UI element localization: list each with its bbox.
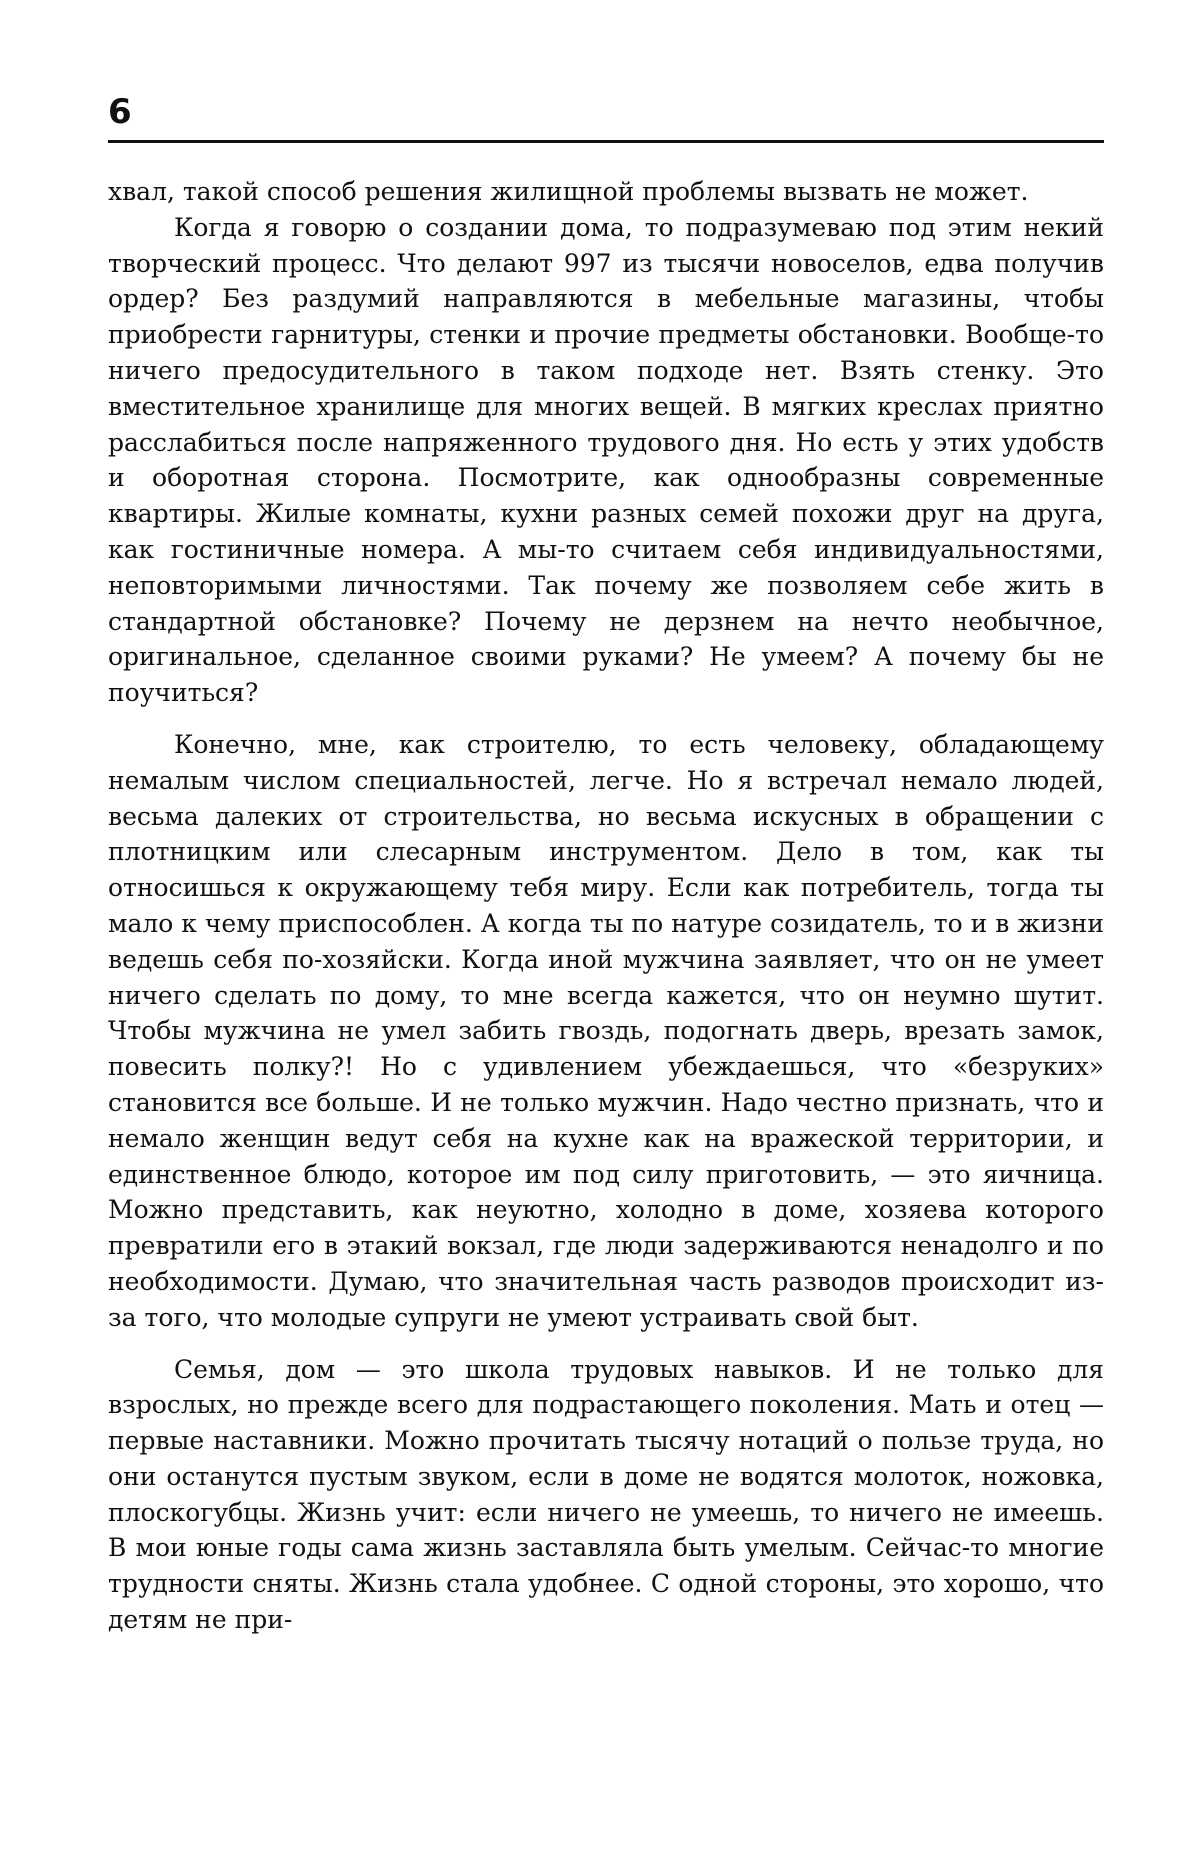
body-text [108, 174, 1104, 1638]
paragraph: Когда я говорю о создании дома, то подразумеваю под этим некий творческий процесс. Что делают 997 из тысячи новоселов, едва получив ордер? Без раздумий направляются в мебельные магазины, чтобы приобрести гарнитуры, стенки и прочие предметы обстановки. Вообще-то ничего предосудительного в таком подходе нет. Взять стенку. Это вместительное хранилище для многих вещей. В мягких креслах приятно расслабиться после напряженного трудового дня. Но есть у этих удобств и оборотная сторона. Посмотрите, как однообразны современные квартиры. Жилые комнаты, кухни разных семей похожи друг на друга, как гостиничные номера. А мы-то считаем себя индивидуальностями, неповторимыми личностями. Так почему же позволяем себе жить в стандартной обстановке? Почему не дерзнем на нечто необычное, оригинальное, сделанное своими руками? Не умеем? А почему бы не поучиться? [108, 212, 1104, 708]
header-rule [108, 140, 1104, 143]
page-header [108, 92, 1104, 144]
paragraph: Семья, дом — это школа трудовых навыков. И не только для взрослых, но прежде всего для подрастающего поколения. Мать и отец — первые наставники. Можно прочитать тысячу нотаций о пользе труда, но они останутся пустым звуком, если в доме не водятся молоток, ножовка, плоскогубцы. Жизнь учит: если ничего не умеешь, то ничего не имеешь. В мои юные годы сама жизнь заставляла быть умелым. Сейчас-то многие трудности сняты. Жизнь стала удобнее. С одной стороны, это хорошо, что детям не при- [108, 1354, 1104, 1635]
paragraph: Конечно, мне, как строителю, то есть человеку, обладающему немалым числом специальностей, легче. Но я встречал немало людей, весьма далеких от строительства, но весьма искусных в обращении с плотницким или слесарным инструментом. Дело в том, как ты относишься к окружающему тебя миру. Если как потребитель, тогда ты мало к чему приспособлен. А когда ты по натуре созидатель, то и в жизни ведешь себя по-хозяйски. Когда иной мужчина заявляет, что он не умеет ничего сделать по дому, то мне всегда кажется, что он неумно шутит. Чтобы мужчина не умел забить гвоздь, подогнать дверь, врезать замок, повесить полку?! Но с удивлением убеждаешься, что «безруких» становится все больше. И не только мужчин. Надо честно признать, что и немало женщин ведут себя на кухне как на вражеской территории, и единственное блюдо, которое им под силу приготовить, — это яичница. Можно представить, как неуютно, холодно в доме, хозяева которого превратили его в этакий вокзал, где люди задерживаются ненадолго и по необходимости. Думаю, что значительная часть разводов происходит из-за того, что молодые супруги не умеют устраивать свой быт. [108, 729, 1104, 1332]
book-page [108, 92, 1104, 1638]
page-number: 6 [108, 92, 132, 132]
paragraph-continuation: хвал, такой способ решения жилищной проблемы вызвать не может. [108, 177, 1029, 206]
